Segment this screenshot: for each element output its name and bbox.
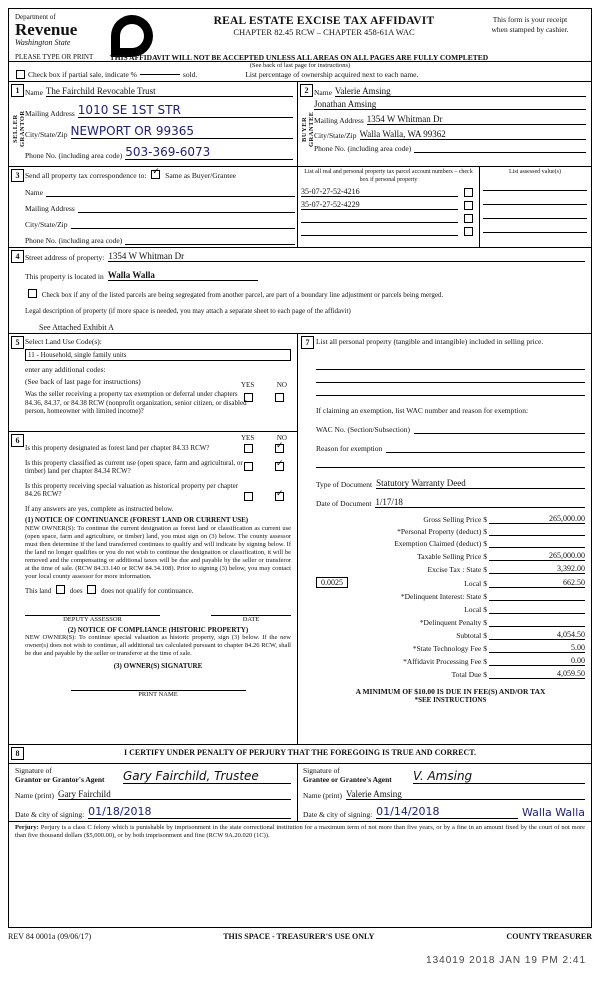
reason-exemption-value[interactable] <box>386 442 585 453</box>
seller-name-value[interactable]: The Fairchild Revocable Trust <box>46 86 293 97</box>
amount-label-12: Total Due <box>451 670 482 679</box>
land-use-title: Select Land Use Code(s): <box>25 337 102 346</box>
assessed-value-4[interactable] <box>483 221 587 233</box>
minimum-due-note: A MINIMUM OF $10.00 IS DUE IN FEE(S) AND/OR TAX <box>355 687 546 696</box>
grantor-date-city-label: Date & city of signing: <box>15 810 85 819</box>
seller-fields <box>25 86 293 160</box>
amount-label-6: *Delinquent Interest: State <box>400 592 482 601</box>
buyer-citystatezip-value[interactable]: Walla Walla, WA 99362 <box>360 129 587 140</box>
correspondence-label: Send all property tax correspondence to: <box>25 171 147 180</box>
seller-mailing-label: Mailing Address <box>25 109 75 118</box>
grantee-name-print-value[interactable]: Valerie Amsing <box>346 789 585 800</box>
parcel-personal-checkbox-2[interactable] <box>464 201 473 210</box>
parcel-personal-checkbox-1[interactable] <box>464 188 473 197</box>
section6-q1-yes-checkbox[interactable] <box>244 444 253 453</box>
personal-property-label: List all personal property (tangible and intangible) included in selling price. <box>316 337 544 346</box>
parcel-number-1[interactable]: 35-07-27-52-4216 <box>301 187 458 197</box>
section-8-block <box>9 745 591 843</box>
same-as-buyer-checkbox[interactable] <box>151 170 160 179</box>
section6-q2-no-checkbox[interactable] <box>275 462 284 471</box>
amount-label-2: Exemption Claimed (deduct) <box>394 539 482 548</box>
street-address-label: Street address of property: <box>25 253 105 262</box>
footer-rev-number: REV 84 0001a (09/06/17) <box>8 932 92 941</box>
print-name-label: PRINT NAME <box>138 690 178 698</box>
grantor-name-print-label: Name (print) <box>15 791 54 800</box>
amount-value-4[interactable]: 3,392.00 <box>489 564 585 574</box>
buyer-citystatezip-label: City/State/Zip <box>314 131 357 140</box>
parcel-header: List all real and personal property tax parcel account numbers – check box if personal property <box>304 169 473 183</box>
amounts-table <box>316 514 585 679</box>
dor-logo <box>15 13 155 57</box>
perjury-bold-label: Perjury: <box>15 824 39 831</box>
parties-block <box>9 82 591 167</box>
section-4-number: 4 <box>11 250 24 263</box>
section5-no-checkbox[interactable] <box>275 393 284 402</box>
grantor-name-print-value[interactable]: Gary Fairchild <box>58 789 291 800</box>
notice-compliance-heading: (2) NOTICE OF COMPLIANCE (HISTORIC PROPERTY) <box>67 625 249 634</box>
section-7-block <box>297 334 591 744</box>
owner-signature-heading: (3) OWNER(S) SIGNATURE <box>113 661 203 670</box>
section6-question-3: Is this property receiving special valuation as historical property per chapter 84.26 RCW? <box>25 481 239 498</box>
footer-center-note: THIS SPACE - TREASURER'S USE ONLY <box>223 932 375 941</box>
assessed-values <box>483 169 587 233</box>
dept-line2: Revenue <box>15 20 78 39</box>
grantee-name-print-label: Name (print) <box>303 791 342 800</box>
section-3-number: 3 <box>11 169 24 182</box>
correspondence-fields <box>25 170 295 245</box>
section6-yes-label: YES <box>241 434 255 442</box>
section-6-number: 6 <box>11 434 24 447</box>
buyer-name-label: Name <box>314 88 332 97</box>
exemption-label: If claiming an exemption, list WAC number and reason for exemption: <box>316 406 529 415</box>
segregated-checkbox[interactable] <box>28 289 37 298</box>
table-row: Taxable Selling Price $ 265,000.00 <box>316 551 585 561</box>
reason-exemption-line-2[interactable] <box>316 455 585 468</box>
amount-label-9: Subtotal <box>456 631 482 640</box>
table-row: *Personal Property (deduct) $ <box>316 527 585 536</box>
amount-label-1: *Personal Property (deduct) <box>397 527 482 536</box>
section-5-number: 5 <box>11 336 24 349</box>
section-1-number: 1 <box>11 84 24 97</box>
middle-block <box>9 334 591 745</box>
section-4-block <box>9 248 591 334</box>
corr-name-label: Name <box>25 188 43 197</box>
buyer-name-value[interactable]: Valerie Amsing <box>335 86 586 97</box>
dept-line3: Washington State <box>15 38 71 47</box>
type-document-value[interactable]: Statutory Warranty Deed <box>376 478 585 489</box>
parcel-number-4[interactable] <box>301 226 458 236</box>
located-in-label: This property is located in <box>25 272 104 281</box>
amount-value-7[interactable] <box>489 604 585 614</box>
does-not-qualify-checkbox[interactable] <box>87 585 96 594</box>
personal-property-line-1[interactable] <box>316 357 585 370</box>
corr-mailing-value[interactable] <box>78 202 295 213</box>
table-row: Excise Tax : State $ 3,392.00 <box>316 564 585 574</box>
amount-value-10[interactable]: 5.00 <box>489 643 585 653</box>
located-in-value[interactable]: Walla Walla <box>108 270 258 281</box>
does-not-label: does not <box>101 586 125 595</box>
partial-sale-row <box>9 69 591 82</box>
warning-text: THIS AFFIDAVIT WILL NOT BE ACCEPTED UNLESS ALL AREAS ON ALL PAGES ARE FULLY COMPLETED <box>109 53 489 62</box>
this-land-label: This land <box>25 586 52 595</box>
section6-question-2: Is this property classified as current use (open space, farm and agricultural, or timber) land per chapter 84.34 RCW? <box>25 458 243 475</box>
buyer-mailing-label: Mailing Address <box>314 116 364 125</box>
street-address-value[interactable]: 1354 W Whitman Dr <box>108 251 585 262</box>
does-qualify-checkbox[interactable] <box>56 585 65 594</box>
additional-codes-label: enter any additional codes: <box>25 365 106 374</box>
personal-property-line-3[interactable] <box>316 383 585 396</box>
receipt-line2: when stamped by cashier. <box>491 25 569 34</box>
owner-signature-line[interactable] <box>71 676 246 691</box>
see-instructions-note: *SEE INSTRUCTIONS <box>414 696 487 704</box>
partial-sale-checkbox[interactable] <box>16 70 25 79</box>
seller-phone-value[interactable]: 503-369-6073 <box>125 145 293 160</box>
assessed-value-2[interactable] <box>483 193 587 205</box>
deputy-assessor-label: DEPUTY ASSESSOR <box>63 615 122 623</box>
buyer-phone-label: Phone No. (including area code) <box>314 144 412 153</box>
form-header <box>9 9 591 61</box>
table-row: Local $ <box>316 604 585 614</box>
amount-value-12[interactable]: 4,059.50 <box>489 669 585 679</box>
section5-yes-checkbox[interactable] <box>244 393 253 402</box>
grantor-signature-label: Signature of Grantor or Grantor's Agent <box>15 766 105 784</box>
section-5-block <box>9 334 297 432</box>
table-row: Total Due $ 4,059.50 <box>316 669 585 679</box>
parcel-personal-checkbox-3[interactable] <box>464 214 473 223</box>
legal-description-label: Legal description of property (if more space is needed, you may attach a separate sheet to each page of the affidavit) <box>25 307 351 315</box>
partial-sale-label: Check box if partial sale, indicate % <box>28 70 137 79</box>
form-footer <box>8 932 592 941</box>
grantor-date-city-value[interactable]: 01/18/2018 <box>88 805 291 819</box>
corr-phone-value[interactable] <box>125 234 295 245</box>
grantee-date-city-label: Date & city of signing: <box>303 810 373 819</box>
deputy-assessor-date[interactable] <box>211 605 291 616</box>
amount-value-6[interactable] <box>489 591 585 601</box>
amount-value-0[interactable]: 265,000.00 <box>489 514 585 524</box>
grantor-signature-value[interactable]: Gary Fairchild, Trustee <box>123 769 291 784</box>
table-row: *Delinquent Interest: State $ <box>316 591 585 601</box>
partial-sale-sold: sold. <box>182 70 198 79</box>
amount-value-8[interactable] <box>489 617 585 627</box>
wac-number-value[interactable] <box>414 423 585 434</box>
amount-value-5[interactable]: 662.50 <box>489 578 585 588</box>
corr-mailing-label: Mailing Address <box>25 204 75 213</box>
amount-label-8: *Delinquent Penalty <box>419 618 482 627</box>
notice-compliance-text: NEW OWNER(S): To continue special valuation as historic property, sign (3) below. If the new owner(s) does not wish to continue, all additional tax calculated pursuant to chapter 84.26 RCW, shall be due and payable by the seller or transferor at the time of sale. <box>25 633 291 657</box>
notice-continuance-text: NEW OWNER(S): To continue the current designation as forest land or classification as current use (open space, farm and agriculture, or timber) land, you must sign on (3) below. The county assessor must then determine if the land transferred continues to qualify and will indicate by signing below. If the land no longer qualifies or you do not wish to continue the designation or classification, it will be removed and the compensating or additional taxes will be due and payable by the seller or transferor at the time of sale. (RCW 84.33.140 or RCW 84.34.108). Prior to signing (3) below, you may contact your local county assessor for more information. <box>25 524 291 580</box>
section5-question: Was the seller receiving a property tax exemption or deferral under chapters 84.36, 84.37, or 84.38 RCW (nonprofit organization, senior citizen, or disabled person, homeowner with limited income)? <box>25 390 247 415</box>
form-title: REAL ESTATE EXCISE TAX AFFIDAVIT <box>213 15 435 27</box>
section-7-number: 7 <box>301 336 314 349</box>
buyer-name-value-2[interactable]: Jonathan Amsing <box>314 99 586 110</box>
table-row: *State Technology Fee $ 5.00 <box>316 643 585 653</box>
legal-description-value[interactable]: See Attached Exhibit A <box>39 323 114 332</box>
assessed-header: List assessed value(s) <box>509 169 561 175</box>
amount-label-3: Taxable Selling Price <box>417 552 482 561</box>
section-6-block <box>9 432 297 744</box>
local-rate-value[interactable]: 0.0025 <box>316 577 348 588</box>
table-row: *Delinquent Penalty $ <box>316 617 585 627</box>
amount-label-7: Local <box>464 605 482 614</box>
corr-name-value[interactable] <box>46 186 295 197</box>
segregated-note: Check box if any of the listed parcels are being segregated from another parcel, are part of a boundary line adjustment or parcels being merged. <box>41 291 444 299</box>
see-back-label: (See back of last page for instructions) <box>25 377 141 386</box>
date-document-value[interactable]: 1/17/18 <box>375 497 585 508</box>
section-3-block <box>9 167 591 248</box>
personal-property-line-2[interactable] <box>316 370 585 383</box>
type-document-label: Type of Document <box>316 480 373 489</box>
seller-citystatezip-label: City/State/Zip <box>25 130 68 139</box>
seller-name-label: Name <box>25 88 43 97</box>
buyer-side-label: BUYER GRANTEE <box>301 111 315 147</box>
section6-q1-no-checkbox[interactable] <box>275 444 284 453</box>
corr-citystatezip-value[interactable] <box>71 218 296 229</box>
section5-no-label: NO <box>276 381 287 389</box>
parcel-number-2[interactable]: 35-07-27-52-4229 <box>301 200 458 210</box>
table-row: *Affidavit Processing Fee $ 0.00 <box>316 656 585 666</box>
qualify-label: qualify for continuance. <box>126 586 194 595</box>
deputy-assessor-signature[interactable] <box>25 605 160 616</box>
amount-label-0: Gross Selling Price <box>423 515 482 524</box>
treasurer-stamp: 134019 2018 JAN 19 PM 2:41 <box>426 955 586 966</box>
footer-county-treasurer: COUNTY TREASURER <box>506 932 592 941</box>
reason-exemption-label: Reason for exemption <box>316 444 383 453</box>
wac-number-label: WAC No. (Section/Subsection) <box>316 425 410 434</box>
table-row: Gross Selling Price $ 265,000.00 <box>316 514 585 524</box>
section6-no-label: NO <box>276 434 287 442</box>
grantee-signature-label: Signature of Grantee or Grantee's Agent <box>303 766 392 784</box>
parcel-list <box>301 169 476 236</box>
section6-question-1: Is this property designated as forest land per chapter 84.33 RCW? <box>25 444 210 452</box>
form-title-block <box>159 15 489 37</box>
buyer-mailing-value[interactable]: 1354 W Whitman Dr <box>367 114 586 125</box>
corr-citystatezip-label: City/State/Zip <box>25 220 68 229</box>
section6-q2-yes-checkbox[interactable] <box>244 462 253 471</box>
assessed-value-1[interactable] <box>483 179 587 191</box>
table-row: Exemption Claimed (deduct) $ <box>316 539 585 548</box>
grantee-signature-value[interactable]: V. Amsing <box>413 769 585 784</box>
table-row: Subtotal $ 4,054.50 <box>316 630 585 640</box>
amount-value-1[interactable] <box>489 535 585 536</box>
dept-line1: Department of <box>15 13 56 21</box>
amount-value-9[interactable]: 4,054.50 <box>489 630 585 640</box>
section-2-number: 2 <box>300 84 313 97</box>
date-document-label: Date of Document <box>316 499 372 508</box>
swoosh-icon <box>111 15 153 57</box>
seller-citystatezip-value[interactable]: NEWPORT OR 99365 <box>71 124 294 139</box>
corr-phone-label: Phone No. (including area code) <box>25 236 123 245</box>
notice-continuance-heading: (1) NOTICE OF CONTINUANCE (FOREST LAND OR CURRENT USE) <box>25 515 249 524</box>
partial-sale-percent-input[interactable] <box>140 74 180 75</box>
deputy-date-label: DATE <box>242 615 260 623</box>
section-8-number: 8 <box>11 747 24 760</box>
amount-label-11: *Affidavit Processing Fee <box>403 657 482 666</box>
seller-phone-label: Phone No. (including area code) <box>25 151 123 160</box>
land-use-code-select[interactable]: 11 - Household, single family units <box>25 349 291 361</box>
amount-value-3[interactable]: 265,000.00 <box>489 551 585 561</box>
please-type-label: PLEASE TYPE OR PRINT <box>15 53 94 61</box>
amount-label-5: Local <box>464 579 482 588</box>
parcel-personal-checkbox-4[interactable] <box>464 227 473 236</box>
section5-yes-label: YES <box>241 381 255 389</box>
buyer-fields <box>314 86 586 153</box>
perjury-text: Perjury is a class C felony which is punishable by imprisonment in the state correctional institution for a maximum term of not more than five years, or by a fine in an amount fixed by the court of not more than five thousand dollars ($5,000.00), or by both imprisonment and fine (RCW 9A.20.020 (1C)). <box>15 824 586 839</box>
table-row: 0.0025 Local $ 662.50 <box>316 577 585 588</box>
same-as-buyer-label: Same as Buyer/Grantee <box>165 171 236 180</box>
ownership-label: List percentage of ownership acquired next to each name. <box>245 70 419 79</box>
does-label: does <box>69 586 83 595</box>
amount-label-4: Excise Tax : State <box>427 565 482 574</box>
buyer-phone-value[interactable] <box>414 152 586 153</box>
receipt-line1: This form is your receipt <box>492 15 568 24</box>
amount-value-11[interactable]: 0.00 <box>489 656 585 666</box>
section6-instruction: If any answers are yes, complete as instructed below. <box>25 504 174 513</box>
seller-side-label: SELLER GRANTOR <box>12 110 26 148</box>
space-use-note: (See back of last page for instructions) <box>9 61 591 69</box>
section6-q3-no-checkbox[interactable] <box>275 492 284 501</box>
grantee-city-value[interactable]: Walla Walla <box>521 806 585 819</box>
section6-q3-yes-checkbox[interactable] <box>244 492 253 501</box>
parcel-number-3[interactable] <box>301 213 458 223</box>
amount-value-2[interactable] <box>489 547 585 548</box>
certify-statement: I CERTIFY UNDER PENALTY OF PERJURY THAT THE FOREGOING IS TRUE AND CORRECT. <box>123 748 476 757</box>
receipt-note <box>475 15 585 35</box>
form-subtitle: CHAPTER 82.45 RCW – CHAPTER 458-61A WAC <box>233 27 415 37</box>
amount-label-10: *State Technology Fee <box>412 644 482 653</box>
grantee-date-city-value[interactable]: 01/14/2018 <box>376 805 518 819</box>
excise-tax-affidavit-form <box>8 8 592 928</box>
assessed-value-3[interactable] <box>483 207 587 219</box>
seller-mailing-value[interactable]: 1010 SE 1ST STR <box>78 103 293 118</box>
